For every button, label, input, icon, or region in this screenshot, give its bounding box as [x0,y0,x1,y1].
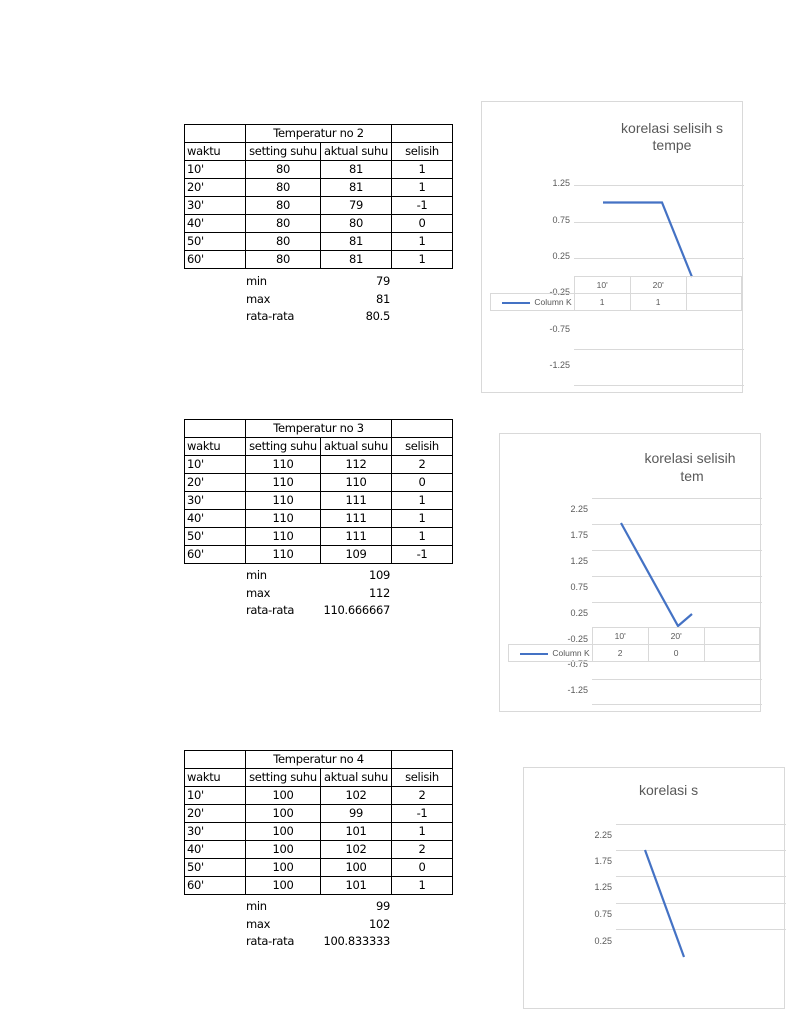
header-setting: setting suhu [246,769,321,787]
cell-aktual: 81 [321,179,392,197]
y-tick: 1.25 [570,556,588,566]
cell-selisih: 1 [392,823,453,841]
stat-avg: 80.5 [365,309,390,323]
cell-setting: 100 [246,859,321,877]
table-row [185,546,453,564]
temperature-table-4 [184,750,453,895]
cell-waktu: 20' [185,474,246,492]
y-tick: 1.75 [570,530,588,540]
cell-setting: 110 [246,510,321,528]
cell-setting: 110 [246,546,321,564]
stat-label-min: min [246,899,267,913]
table-row [185,233,453,251]
cell-aktual: 102 [321,841,392,859]
legend-line-icon [502,302,530,304]
cell-waktu: 60' [185,877,246,895]
cell-selisih: 2 [392,456,453,474]
table-row [185,251,453,269]
header-waktu: waktu [185,438,246,456]
cell-selisih: 2 [392,787,453,805]
data-value: 2 [592,645,648,662]
cell-aktual: 102 [321,787,392,805]
stat-label-avg: rata-rata [246,309,295,323]
y-tick: 0.25 [594,936,612,946]
cell-setting: 80 [246,161,321,179]
cell-waktu: 20' [185,805,246,823]
stat-min: 99 [375,899,390,913]
table-row [185,197,453,215]
cell-aktual: 110 [321,474,392,492]
cell-waktu: 60' [185,251,246,269]
temperature-table-2 [184,124,453,269]
chart-data-table [490,276,742,311]
cell-selisih: 1 [392,161,453,179]
cell-setting: 80 [246,215,321,233]
cell-selisih: 1 [392,877,453,895]
cell-waktu: 50' [185,859,246,877]
y-tick: 2.25 [594,830,612,840]
stat-min: 109 [368,568,390,582]
cell-setting: 80 [246,233,321,251]
cell-waktu: 10' [185,456,246,474]
table-row [185,474,453,492]
legend-label: Column K [534,297,572,307]
cell-setting: 100 [246,823,321,841]
cell-selisih: -1 [392,197,453,215]
cell-aktual: 111 [321,510,392,528]
stat-min: 79 [375,274,390,288]
cell-waktu: 30' [185,823,246,841]
cell-setting: 110 [246,492,321,510]
cell-selisih: 1 [392,179,453,197]
cell-selisih: 1 [392,528,453,546]
stats-block-4 [246,898,390,951]
y-tick: -1.25 [549,360,570,370]
header-aktual: aktual suhu [321,438,392,456]
y-tick: 0.75 [570,582,588,592]
table-row [185,528,453,546]
data-value: 1 [630,294,686,311]
legend-line-icon [520,653,548,655]
stat-label-min: min [246,568,267,582]
table-row [185,859,453,877]
y-tick: 1.75 [594,856,612,866]
series-line [603,203,692,278]
legend-label: Column K [552,648,590,658]
table-row [185,215,453,233]
cell-aktual: 101 [321,877,392,895]
stat-label-max: max [246,585,271,600]
cell-selisih: 1 [392,510,453,528]
header-setting: setting suhu [246,143,321,161]
table-row [185,492,453,510]
cell-waktu: 60' [185,546,246,564]
cell-waktu: 10' [185,161,246,179]
stats-block-3 [246,567,390,620]
cell-selisih: 2 [392,841,453,859]
cell-aktual: 81 [321,251,392,269]
chart-data-table [508,627,760,662]
header-row [185,438,453,456]
header-waktu: waktu [185,143,246,161]
table-row [185,841,453,859]
table-title: Temperatur no 2 [246,125,392,143]
y-tick: 0.75 [552,215,570,225]
cell-aktual: 111 [321,492,392,510]
chart-title-line2: tempe [652,137,692,153]
table-row [185,510,453,528]
y-tick: -0.75 [567,659,588,669]
header-selisih: selisih [392,143,453,161]
cell-setting: 110 [246,456,321,474]
y-tick: 1.25 [552,178,570,188]
cell-setting: 100 [246,805,321,823]
cell-selisih: -1 [392,805,453,823]
legend-series [509,645,593,662]
stat-avg: 110.666667 [323,603,390,617]
cell-aktual: 80 [321,215,392,233]
series-line-svg [524,768,784,1008]
cell-waktu: 40' [185,841,246,859]
cell-selisih: 1 [392,251,453,269]
chart-temperatur-4[interactable] [523,767,785,1009]
cell-selisih: 1 [392,492,453,510]
cell-aktual: 112 [321,456,392,474]
x-label: 10' [592,628,648,645]
cell-selisih: 1 [392,233,453,251]
series-line-svg [500,434,760,711]
cell-waktu: 40' [185,510,246,528]
cell-setting: 110 [246,528,321,546]
table-row [185,787,453,805]
series-line [645,850,684,957]
cell-aktual: 99 [321,805,392,823]
cell-aktual: 109 [321,546,392,564]
stats-block-2 [246,273,390,326]
cell-aktual: 79 [321,197,392,215]
y-tick: -0.25 [549,287,570,297]
cell-waktu: 30' [185,197,246,215]
stat-label-max: max [246,916,271,931]
cell-setting: 110 [246,474,321,492]
cell-aktual: 81 [321,161,392,179]
y-tick: -1.25 [567,685,588,695]
cell-waktu: 20' [185,179,246,197]
stat-label-min: min [246,274,267,288]
table-row [185,456,453,474]
cell-aktual: 111 [321,528,392,546]
table-row [185,161,453,179]
x-label: 20' [648,628,704,645]
cell-waktu: 40' [185,215,246,233]
stat-max: 102 [368,916,390,931]
data-value: 0 [648,645,704,662]
header-aktual: aktual suhu [321,143,392,161]
cell-selisih: -1 [392,546,453,564]
table-title: Temperatur no 4 [246,751,392,769]
cell-setting: 100 [246,877,321,895]
cell-selisih: 0 [392,474,453,492]
y-tick: -0.75 [549,324,570,334]
cell-selisih: 0 [392,215,453,233]
y-tick: -0.25 [567,634,588,644]
header-aktual: aktual suhu [321,769,392,787]
stat-label-max: max [246,291,271,306]
cell-setting: 80 [246,251,321,269]
cell-waktu: 30' [185,492,246,510]
header-row [185,769,453,787]
stat-label-avg: rata-rata [246,603,295,617]
x-label: 10' [574,277,630,294]
data-value: 1 [574,294,630,311]
cell-waktu: 10' [185,787,246,805]
header-selisih: selisih [392,438,453,456]
cell-aktual: 101 [321,823,392,841]
temperature-table-3 [184,419,453,564]
chart-title-line1: korelasi selisih s [621,120,723,136]
table-title: Temperatur no 3 [246,420,392,438]
chart-title-line1: korelasi selisih [644,450,736,466]
cell-setting: 80 [246,179,321,197]
cell-aktual: 81 [321,233,392,251]
x-label: 20' [630,277,686,294]
table-row [185,179,453,197]
chart-temperatur-2[interactable] [481,101,743,393]
table-row [185,823,453,841]
header-setting: setting suhu [246,438,321,456]
stat-label-avg: rata-rata [246,934,295,948]
stat-max: 112 [368,585,390,600]
cell-waktu: 50' [185,233,246,251]
cell-setting: 100 [246,841,321,859]
cell-aktual: 100 [321,859,392,877]
chart-title-line2: tem [680,468,704,484]
y-tick: 1.25 [594,882,612,892]
cell-setting: 80 [246,197,321,215]
table-row [185,877,453,895]
chart-title-line1: korelasi s [639,782,699,798]
header-row [185,143,453,161]
cell-waktu: 50' [185,528,246,546]
chart-temperatur-3[interactable] [499,433,761,712]
header-waktu: waktu [185,769,246,787]
y-tick: 0.75 [594,909,612,919]
table-row [185,805,453,823]
y-tick: 0.25 [570,608,588,618]
y-tick: 2.25 [570,504,588,514]
header-selisih: selisih [392,769,453,787]
legend-series [491,294,575,311]
stat-max: 81 [375,291,390,306]
series-line [621,523,692,626]
cell-setting: 100 [246,787,321,805]
y-tick: 0.25 [552,251,570,261]
series-line-svg [482,102,742,392]
stat-avg: 100.833333 [323,934,390,948]
cell-selisih: 0 [392,859,453,877]
